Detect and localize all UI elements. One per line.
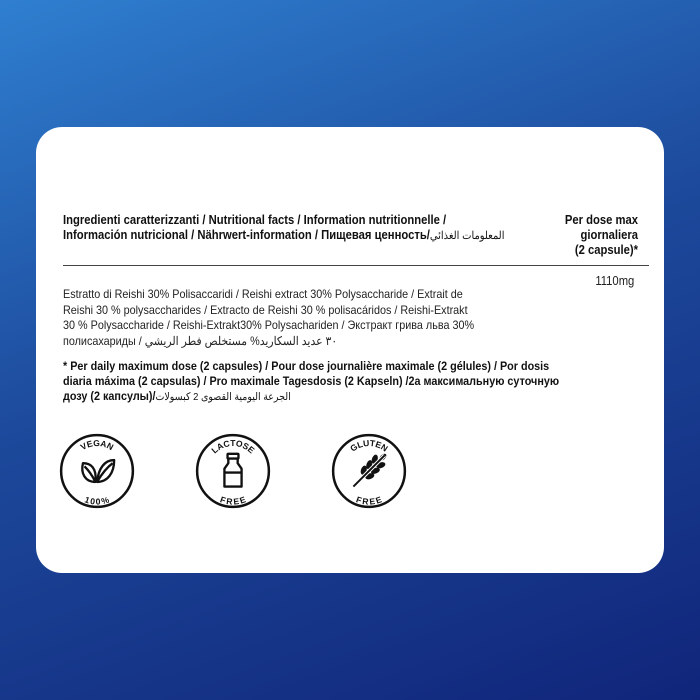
- ingredient-line-4: [63, 334, 549, 350]
- gluten-free-badge-graphic: [330, 432, 408, 510]
- nutrition-header: [63, 213, 505, 244]
- ingredient-line-4-text: полисахариды /: [63, 333, 142, 348]
- milk-bottle-icon: [224, 454, 241, 487]
- footnote-line-1: * Per daily maximum dose (2 capsules) / Pour dose journalière maximale (2 gélules) / Por dosis: [63, 359, 550, 373]
- header-divider: [63, 265, 649, 266]
- footnote-line-3-arabic: الجرعة اليومية القصوى 2 كبسولات: [155, 391, 291, 403]
- vegan-badge-bottom-text: 100%: [83, 494, 111, 507]
- svg-text:VEGAN: [79, 438, 115, 452]
- header-line-2-arabic: المعلومات الغذائي: [429, 230, 505, 242]
- nutrition-label-card: [36, 127, 664, 573]
- dose-footnote: [63, 359, 560, 405]
- vegan-badge-graphic: [58, 432, 136, 510]
- footnote-line-3: [63, 389, 549, 405]
- ingredient-line-1: Estratto di Reishi 30% Polisaccaridi / Reishi extract 30% Polysaccharide / Extrait de: [63, 287, 463, 301]
- footnote-line-3-text: дозу (2 капсулы)/: [63, 389, 156, 403]
- dose-header-line-1: Per dose max: [564, 213, 638, 227]
- svg-text:FREE: [355, 494, 383, 507]
- dose-header-line-3: (2 capsule)*: [574, 243, 638, 257]
- lactose-badge-top-text: LACTOSE: [209, 438, 257, 456]
- svg-text:100%: [83, 494, 110, 506]
- gluten-badge-bottom-text: FREE: [354, 494, 384, 507]
- leaves-icon: [82, 460, 114, 482]
- ingredient-line-3: 30 % Polysaccharide / Reishi-Extrakt30% Polysachariden / Экстракт грива льва 30%: [63, 318, 475, 332]
- ingredient-description: [63, 287, 549, 349]
- gluten-badge-top-text: GLUTEN: [348, 437, 390, 454]
- header-line-2-text: Información nutricional / Nährwert-information / Пищевая ценность/: [63, 228, 430, 242]
- dose-header: [530, 213, 638, 258]
- footnote-line-2: diaria máxima (2 capsulas) / Pro maximale Tagesdosis (2 Kapseln) /2a максимальную суточную: [63, 374, 560, 388]
- lactose-badge-bottom-text: FREE: [218, 494, 248, 507]
- dose-header-line-2: giornaliera: [580, 228, 638, 242]
- vegan-badge-top-text: VEGAN: [78, 437, 116, 453]
- ingredient-line-4-arabic: ٣٠ عديد السكاريد% مستخلص فطر الريشي: [144, 333, 338, 348]
- svg-text:GLUTEN: [348, 438, 389, 454]
- vegan-badge: [58, 432, 136, 510]
- ingredient-line-2: Reishi 30 % polysaccharides / Extracto de Reishi 30 % polisacáridos / Reishi-Extrakt: [63, 302, 468, 317]
- crossed-wheat-icon: [350, 448, 393, 491]
- svg-text:FREE: [219, 494, 247, 507]
- lactose-free-badge: [194, 432, 272, 510]
- header-line-2: [63, 228, 505, 244]
- ingredient-amount: 1110mg: [595, 274, 634, 288]
- gluten-free-badge: [330, 432, 408, 510]
- lactose-free-badge-graphic: [194, 432, 272, 510]
- header-line-1: Ingredienti caratterizzanti / Nutritional facts / Information nutritionnelle /: [63, 213, 447, 227]
